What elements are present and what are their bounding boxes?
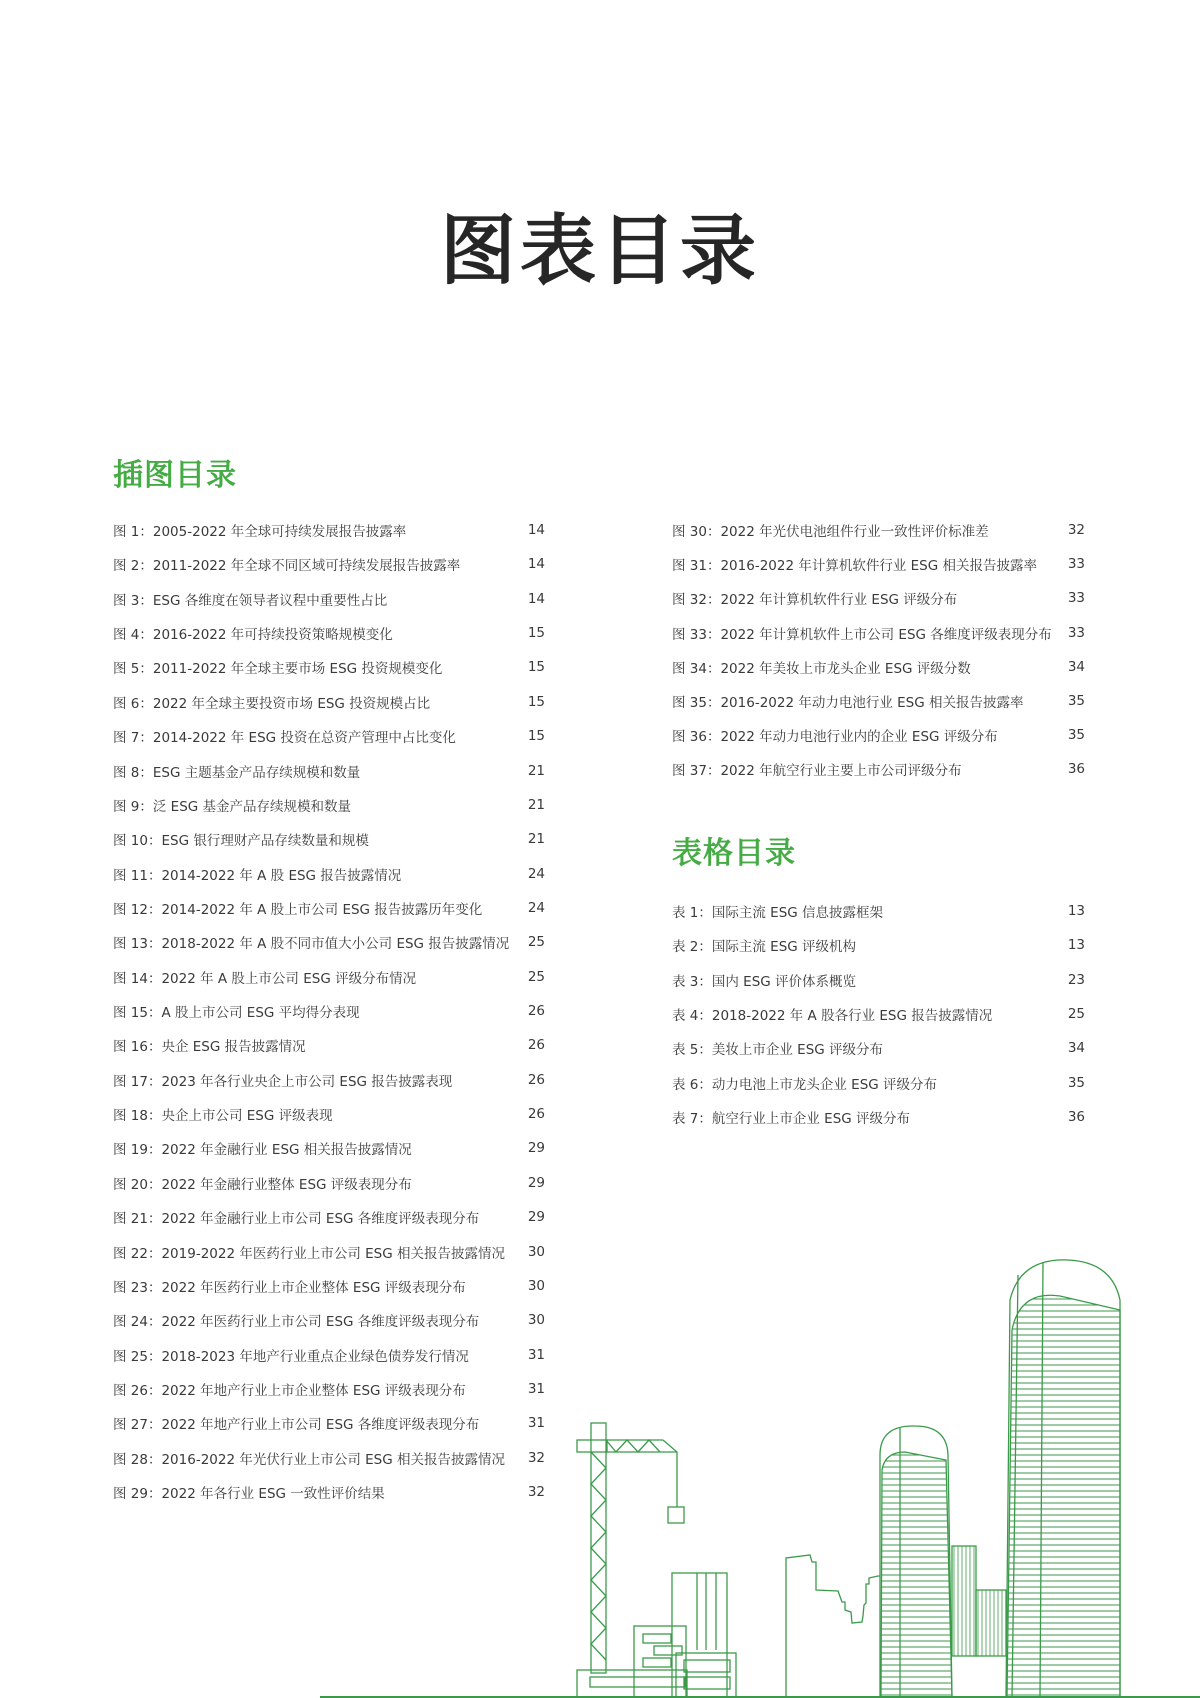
toc-entry-label: 图 13：2018-2022 年 A 股不同市值大小公司 ESG 报告披露情况	[113, 936, 510, 953]
toc-entry-label: 图 20：2022 年金融行业整体 ESG 评级表现分布	[113, 1176, 412, 1193]
toc-entry-page: 31	[527, 1346, 545, 1363]
toc-entry-label: 图 24：2022 年医药行业上市公司 ESG 各维度评级表现分布	[113, 1314, 480, 1331]
toc-entry-label: 图 2：2011-2022 年全球不同区域可持续发展报告披露率	[113, 558, 461, 575]
toc-entry-label: 图 17：2023 年各行业央企上市公司 ESG 报告披露表现	[113, 1073, 453, 1090]
toc-entry-label: 图 5：2011-2022 年全球主要市场 ESG 投资规模变化	[113, 661, 443, 678]
toc-entry-label: 图 26：2022 年地产行业上市企业整体 ESG 评级表现分布	[113, 1383, 466, 1399]
toc-entry-page: 36	[1067, 1108, 1085, 1125]
toc-entry-label: 图 36：2022 年动力电池行业内的企业 ESG 评级分布	[672, 729, 998, 746]
toc-entry-label: 表 6：动力电池上市龙头企业 ESG 评级分布	[672, 1076, 938, 1093]
toc-entry-label: 图 14：2022 年 A 股上市公司 ESG 评级分布情况	[113, 970, 417, 987]
toc-entry-page: 24	[527, 865, 545, 882]
toc-entry-label: 表 4：2018-2022 年 A 股各行业 ESG 报告披露情况	[672, 1007, 993, 1024]
toc-entry-label: 图 32：2022 年计算机软件行业 ESG 评级分布	[672, 592, 958, 609]
toc-entry-label: 图 23：2022 年医药行业上市企业整体 ESG 评级表现分布	[113, 1279, 466, 1296]
toc-entry-page: 32	[1067, 522, 1085, 538]
toc-entry-label: 图 18：央企上市公司 ESG 评级表现	[113, 1108, 333, 1125]
toc-entry-label: 图 25：2018-2023 年地产行业重点企业绿色债券发行情况	[113, 1348, 469, 1365]
toc-entry-label: 表 2：国际主流 ESG 评级机构	[672, 939, 857, 956]
toc-entry-label: 图 1：2005-2022 年全球可持续发展报告披露率	[113, 524, 407, 540]
toc-entry-page: 34	[1067, 658, 1085, 675]
toc-entry-label: 图 27：2022 年地产行业上市公司 ESG 各维度评级表现分布	[113, 1417, 480, 1434]
toc-entry-label: 图 12：2014-2022 年 A 股上市公司 ESG 报告披露历年变化	[113, 901, 483, 918]
figures-heading: 插图目录	[113, 458, 237, 493]
toc-entry-page: 31	[527, 1381, 545, 1397]
toc-entry-page: 33	[1067, 556, 1085, 573]
toc-entry-label: 图 33：2022 年计算机软件上市公司 ESG 各维度评级表现分布	[672, 626, 1052, 643]
toc-entry-label: 图 16：央企 ESG 报告披露情况	[113, 1039, 306, 1056]
toc-entry-label: 表 3：国内 ESG 评价体系概览	[672, 973, 857, 990]
toc-entry-page: 29	[527, 1209, 545, 1226]
toc-entry-label: 图 19：2022 年金融行业 ESG 相关报告披露情况	[113, 1142, 412, 1159]
toc-entry-page: 32	[527, 1449, 545, 1466]
toc-entry-page: 25	[527, 934, 545, 951]
toc-entry-page: 14	[527, 522, 545, 538]
toc-entry-label: 图 22：2019-2022 年医药行业上市公司 ESG 相关报告披露情况	[113, 1245, 505, 1262]
page-title: 图表目录	[440, 206, 760, 295]
toc-entry-label: 图 11：2014-2022 年 A 股 ESG 报告披露情况	[113, 867, 402, 884]
toc-entry-page: 36	[1067, 761, 1085, 778]
toc-entry-page: 35	[1067, 693, 1085, 709]
toc-entry-page: 30	[527, 1243, 545, 1260]
toc-entry-page: 14	[527, 590, 545, 607]
toc-entry-page: 25	[527, 968, 545, 985]
toc-entry-label: 图 31：2016-2022 年计算机软件行业 ESG 相关报告披露率	[672, 558, 1037, 575]
toc-entry-label: 图 7：2014-2022 年 ESG 投资在总资产管理中占比变化	[113, 730, 456, 747]
toc-entry-label: 图 37：2022 年航空行业主要上市公司评级分布	[672, 763, 962, 780]
toc-entry-label: 图 28：2016-2022 年光伏行业上市公司 ESG 相关报告披露情况	[113, 1451, 505, 1468]
toc-entry-label: 表 1：国际主流 ESG 信息披露框架	[672, 905, 884, 921]
toc-entry-page: 30	[527, 1312, 545, 1329]
toc-entry-page: 25	[1067, 1005, 1085, 1022]
toc-entry-page: 31	[527, 1415, 545, 1432]
toc-entry-label: 图 35：2016-2022 年动力电池行业 ESG 相关报告披露率	[672, 695, 1024, 711]
toc-entry-page: 29	[527, 1140, 545, 1157]
toc-entry-label: 表 5：美妆上市企业 ESG 评级分布	[672, 1042, 884, 1059]
toc-entry-page: 34	[1067, 1040, 1085, 1057]
toc-entry-label: 图 8：ESG 主题基金产品存续规模和数量	[113, 764, 361, 781]
toc-entry-label: 图 21：2022 年金融行业上市公司 ESG 各维度评级表现分布	[113, 1211, 480, 1228]
toc-entry-page: 15	[527, 728, 545, 745]
toc-entry-page: 23	[1067, 971, 1085, 988]
toc-entry-page: 26	[527, 1037, 545, 1054]
toc-entry-page: 32	[527, 1484, 545, 1501]
toc-entry-page: 15	[527, 625, 545, 642]
toc-entry-label: 图 10：ESG 银行理财产品存续数量和规模	[113, 833, 369, 850]
toc-entry-page: 21	[527, 762, 545, 779]
toc-entry-label: 图 30：2022 年光伏电池组件行业一致性评价标准差	[672, 524, 989, 540]
toc-entry-page: 13	[1067, 903, 1085, 919]
toc-entry-page: 15	[527, 659, 545, 676]
toc-entry-label: 图 6：2022 年全球主要投资市场 ESG 投资规模占比	[113, 695, 431, 712]
toc-entry-label: 图 34：2022 年美妆上市龙头企业 ESG 评级分数	[672, 660, 971, 677]
toc-entry-page: 35	[1067, 1074, 1085, 1091]
toc-entry-page: 29	[527, 1174, 545, 1191]
toc-entry-page: 13	[1067, 937, 1085, 954]
toc-entry-page: 30	[527, 1277, 545, 1294]
toc-entry-page: 26	[527, 1106, 545, 1123]
toc-entry-page: 26	[527, 1071, 545, 1088]
tables-heading: 表格目录	[672, 836, 796, 871]
toc-entry-page: 24	[527, 899, 545, 916]
toc-entry-page: 35	[1067, 727, 1085, 744]
toc-entry-page: 33	[1067, 624, 1085, 641]
toc-entry-label: 图 9：泛 ESG 基金产品存续规模和数量	[113, 798, 352, 815]
toc-entry-page: 14	[527, 556, 545, 573]
toc-entry-label: 表 7：航空行业上市企业 ESG 评级分布	[672, 1110, 911, 1127]
toc-entry-page: 21	[527, 796, 545, 813]
toc-entry-label: 图 29：2022 年各行业 ESG 一致性评价结果	[113, 1486, 385, 1503]
crane-icon	[577, 1423, 684, 1673]
toc-entry-page: 33	[1067, 590, 1085, 607]
toc-entry-page: 21	[527, 831, 545, 848]
toc-entry-label: 图 15：A 股上市公司 ESG 平均得分表现	[113, 1005, 360, 1022]
toc-entry-label: 图 3：ESG 各维度在领导者议程中重要性占比	[113, 592, 388, 609]
toc-entry-page: 26	[527, 1003, 545, 1020]
toc-entry-page: 15	[527, 693, 545, 710]
toc-entry-label: 图 4：2016-2022 年可持续投资策略规模变化	[113, 627, 393, 644]
